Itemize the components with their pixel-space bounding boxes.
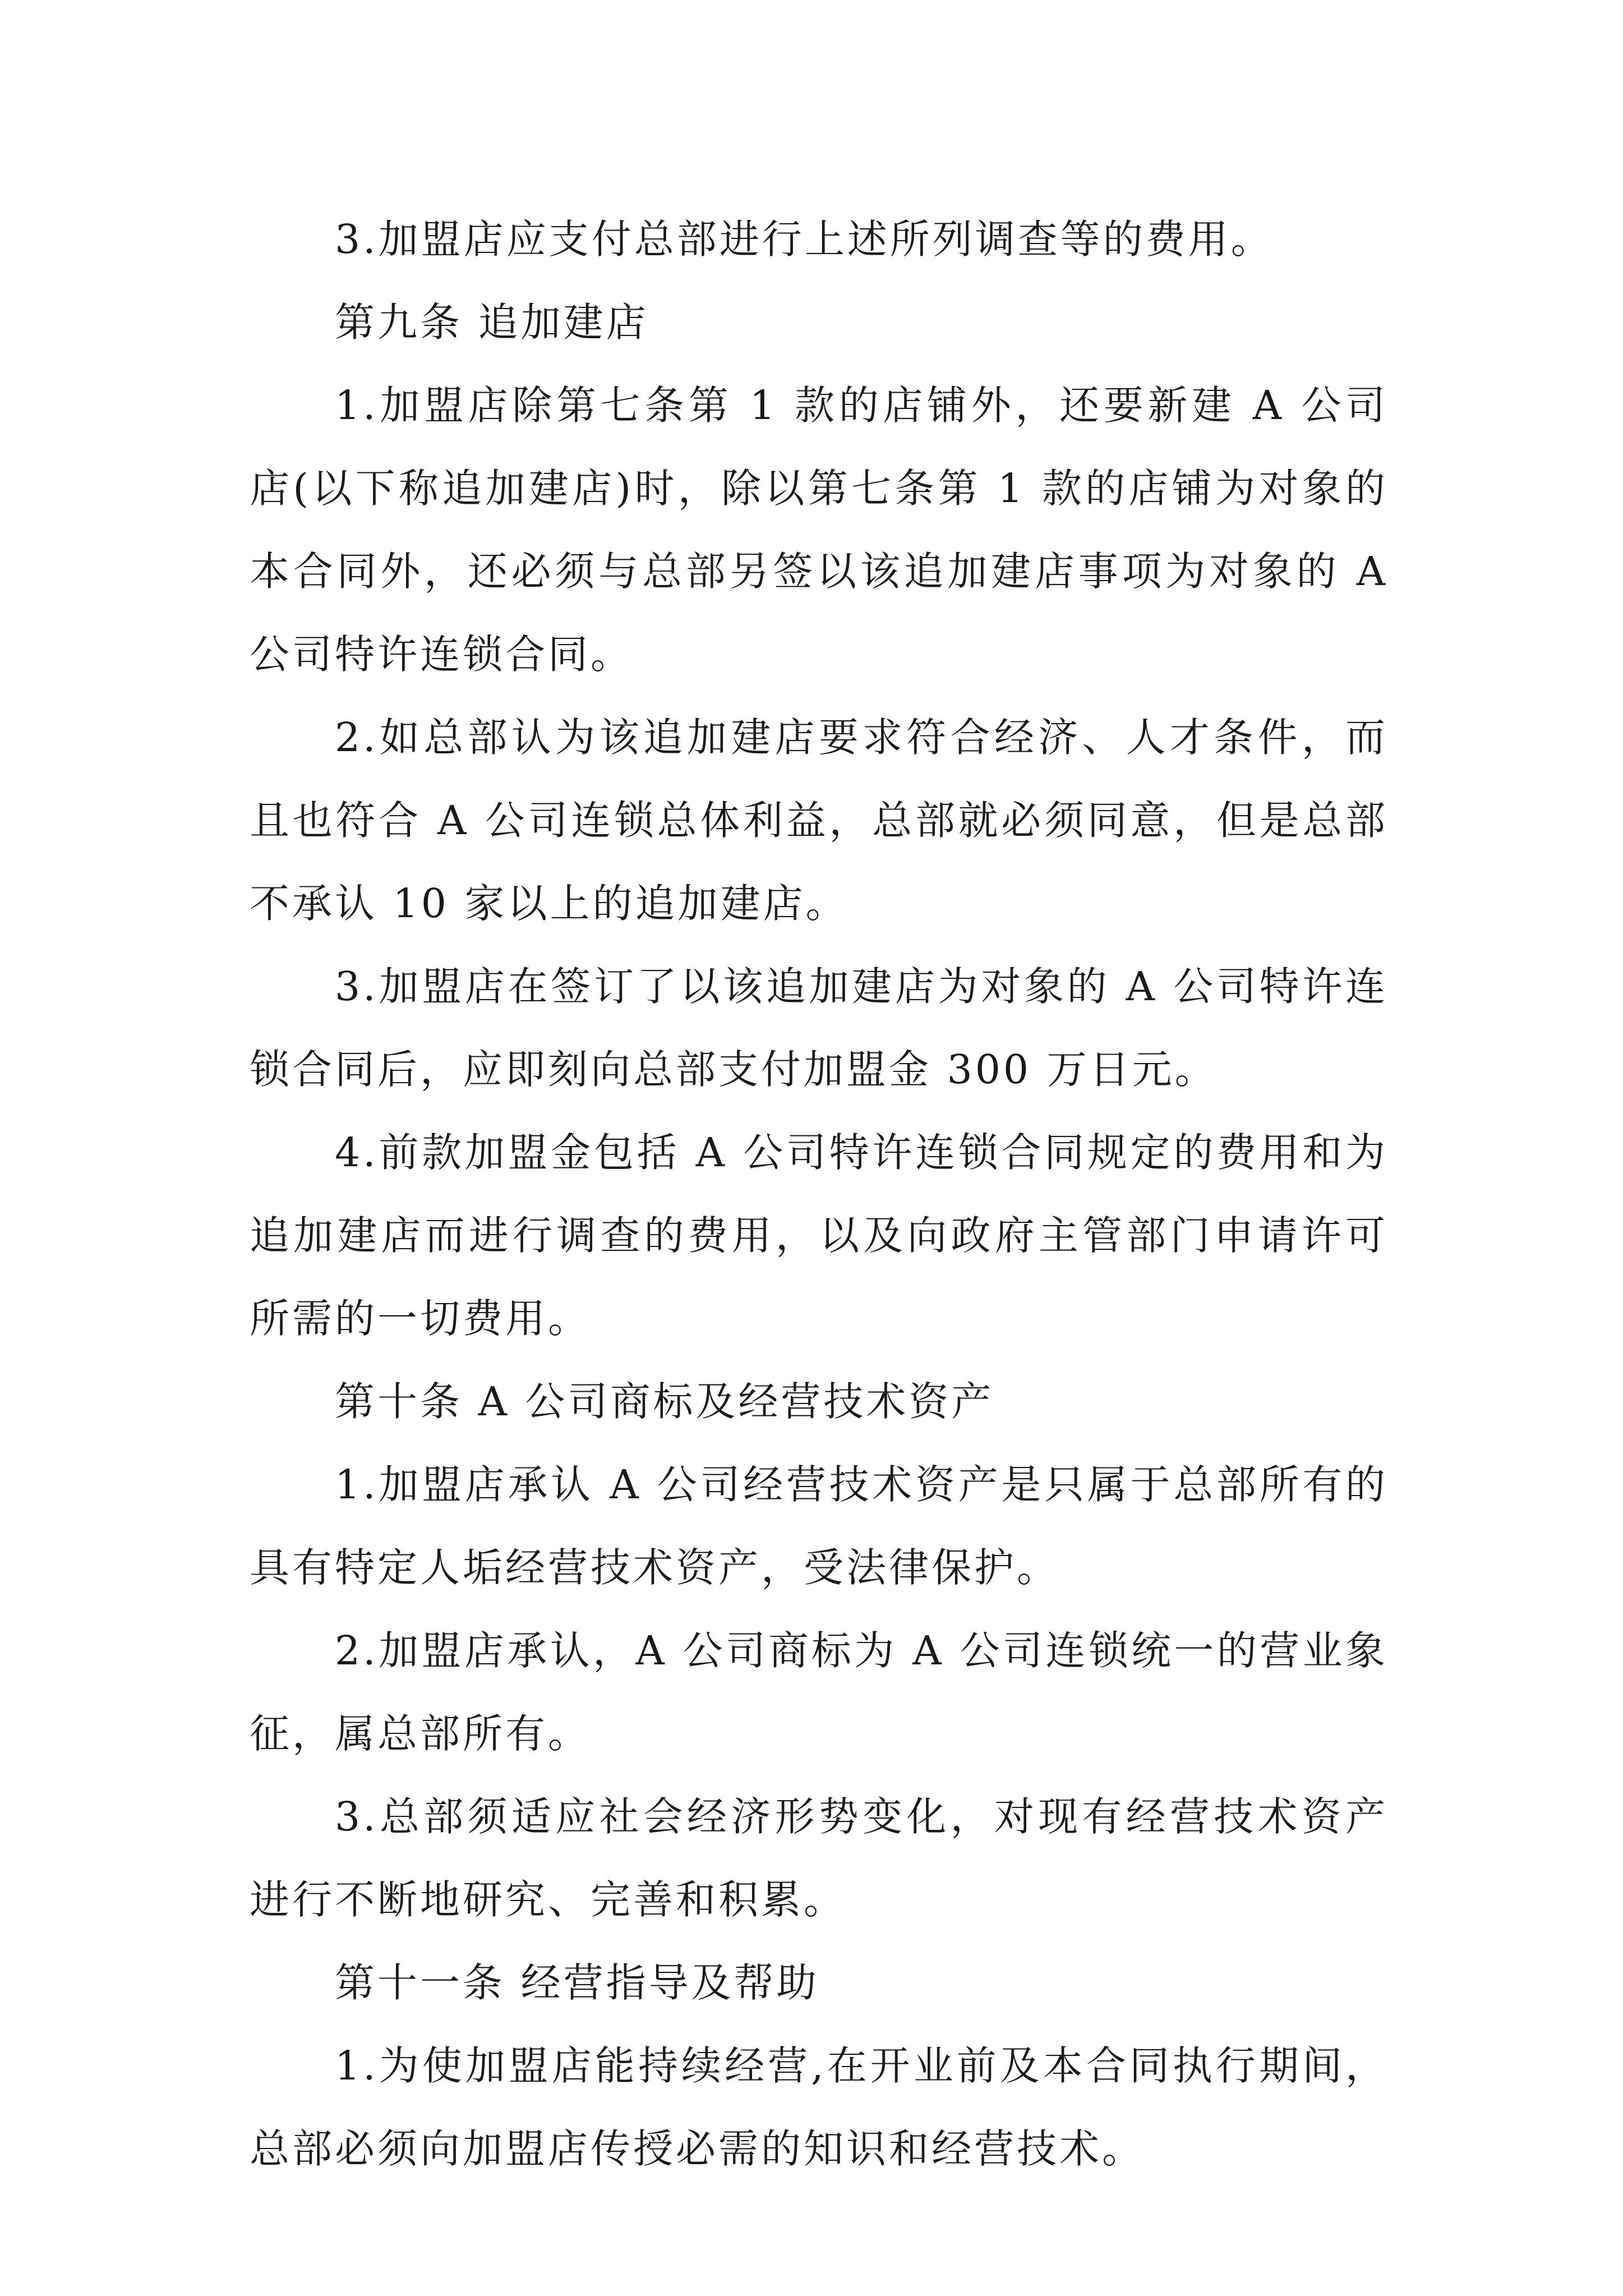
article-11-heading: 第十一条 经营指导及帮助 xyxy=(335,1959,819,2006)
article-10-clause-3: 3.总部须适应社会经济形势变化，对现有经营技术资产进行不断地研究、完善和积累。 xyxy=(250,1793,1388,1923)
article-10-clause-1: 1.加盟店承认 A 公司经营技术资产是只属于总部所有的具有特定人垢经营技术资产，受法律保护。 xyxy=(250,1461,1388,1591)
article-9-clause-3: 3.加盟店在签订了以该追加建店为对象的 A 公司特许连锁合同后，应即刻向总部支付加盟金 300 万日元。 xyxy=(250,963,1388,1093)
article-9-clause-4: 4.前款加盟金包括 A 公司特许连锁合同规定的费用和为追加建店而进行调查的费用，以及向政府主管部门申请许可所需的一切费用。 xyxy=(250,1129,1388,1342)
article-10-heading: 第十条 A 公司商标及经营技术资产 xyxy=(335,1378,994,1425)
article-11-clause-1: 1.为使加盟店能持续经营,在开业前及本合同执行期间，总部必须向加盟店传授必需的知识和经营技术。 xyxy=(250,2042,1388,2172)
article-9-clause-1: 1.加盟店除第七条第 1 款的店铺外，还要新建 A 公司店(以下称追加建店)时，除以第七条第 1 款的店铺为对象的本合同外，还必须与总部另签以该追加建店事项为对象的 A 公司特许连锁合同。 xyxy=(250,382,1388,678)
document-body xyxy=(250,198,1388,2191)
article-10-clause-2: 2.加盟店承认，A 公司商标为 A 公司连锁统一的营业象征，属总部所有。 xyxy=(250,1627,1388,1757)
paragraph-survey-fee: 3.加盟店应支付总部进行上述所列调查等的费用。 xyxy=(335,216,1274,263)
article-9-clause-2: 2.如总部认为该追加建店要求符合经济、人才条件，而且也符合 A 公司连锁总体利益，总部就必须同意，但是总部不承认 10 家以上的追加建店。 xyxy=(250,714,1388,927)
article-9-heading: 第九条 追加建店 xyxy=(335,299,649,346)
